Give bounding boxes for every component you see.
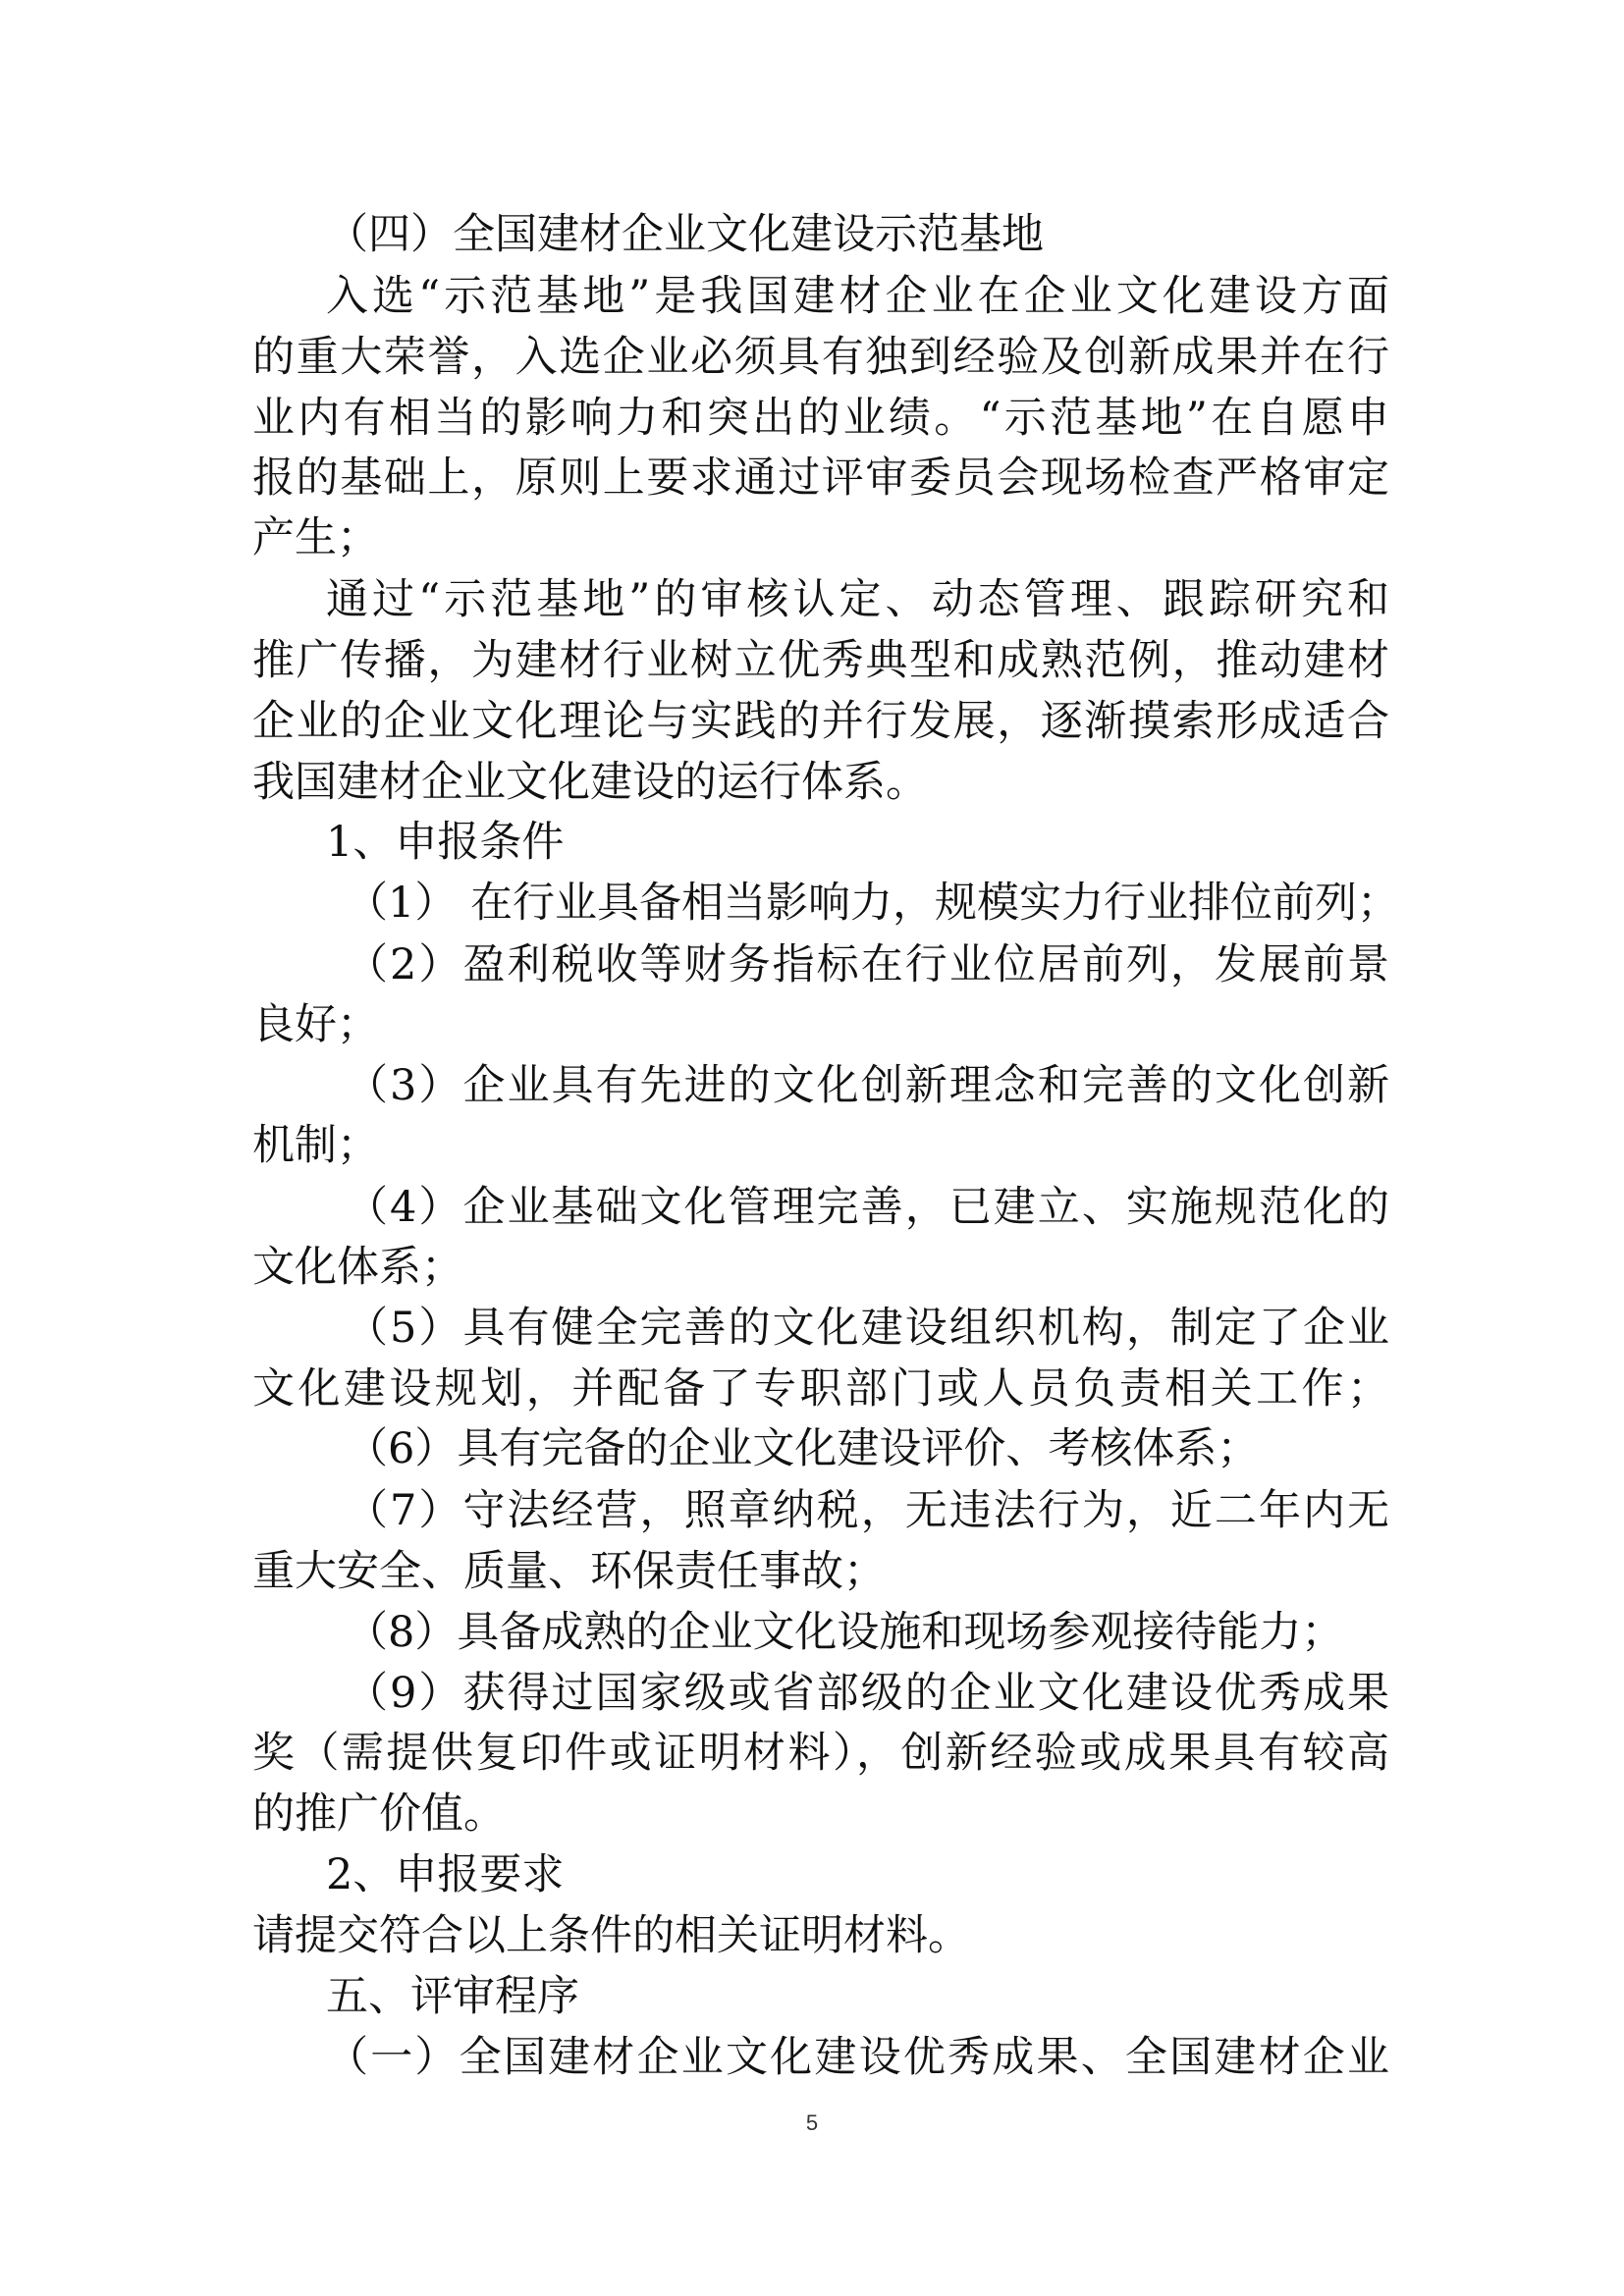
page-number: 5 [805, 2110, 819, 2135]
paragraph-line [0, 567, 1624, 632]
text-line: （8）具备成熟的企业文化设施和现场参观接待能力； [346, 1608, 1344, 1657]
list-item [0, 1235, 1624, 1300]
paragraph-line [0, 264, 1624, 329]
paragraph-line [0, 750, 1624, 815]
list-item [0, 1416, 1624, 1481]
text-line: 我国建材企业文化建设的运行体系。 [252, 758, 928, 807]
paragraph-line [0, 2025, 1624, 2090]
list-item [0, 1600, 1624, 1665]
paragraph-line [0, 386, 1624, 451]
text-line: （2）盈利税收等财务指标在行业位居前列，发展前景 [346, 940, 1389, 989]
text-line: （9）获得过国家级或省部级的企业文化建设优秀成果 [346, 1669, 1389, 1718]
list-item [0, 1721, 1624, 1786]
text-line: （1） 在行业具备相当影响力，规模实力行业排位前列； [346, 879, 1400, 928]
list-item [0, 1782, 1624, 1846]
list-item [0, 933, 1624, 997]
text-line: 业内有相当的影响力和突出的业绩。“示范基地”在自愿申 [252, 394, 1389, 443]
text-line: 通过“示范基地”的审核认定、动态管理、跟踪研究和 [326, 575, 1389, 624]
text-line: （4）企业基础文化管理完善，已建立、实施规范化的 [346, 1183, 1389, 1232]
list-item [0, 1478, 1624, 1543]
list-item [0, 1053, 1624, 1118]
text-line: 请提交符合以上条件的相关证明材料。 [252, 1911, 970, 1960]
text-line: （四）全国建材企业文化建设示范基地 [326, 210, 1044, 259]
subsection-heading [0, 1842, 1624, 1907]
text-line: 重大安全、质量、环保责任事故； [252, 1547, 886, 1596]
text-line: 1、申报条件 [326, 818, 565, 867]
text-line: 入选“示范基地”是我国建材企业在企业文化建设方面 [326, 272, 1389, 321]
text-line: 报的基础上，原则上要求通过评审委员会现场检查严格审定 [252, 454, 1389, 503]
text-line: 文化体系； [252, 1243, 463, 1292]
subsection-heading [0, 810, 1624, 875]
list-item [0, 1661, 1624, 1726]
paragraph-line [0, 506, 1624, 570]
text-line: 企业的企业文化理论与实践的并行发展，逐渐摸索形成适合 [252, 697, 1389, 746]
paragraph-line [0, 628, 1624, 693]
paragraph-line [0, 446, 1624, 510]
list-item [0, 1296, 1624, 1361]
text-line: （6）具有完备的企业文化建设评价、考核体系； [346, 1424, 1260, 1473]
text-line: （3）企业具有先进的文化创新理念和完善的文化创新 [346, 1061, 1389, 1110]
paragraph-line [0, 1903, 1624, 1968]
text-line: 机制； [252, 1121, 379, 1170]
text-line: 文化建设规划，并配备了专职部门或人员负责相关工作； [252, 1364, 1389, 1414]
section-heading [0, 1964, 1624, 2029]
list-item [0, 871, 1624, 935]
list-item [0, 1175, 1624, 1240]
paragraph-line [0, 325, 1624, 390]
text-line: （5）具有健全完善的文化建设组织机构，制定了企业 [346, 1304, 1389, 1353]
list-item [0, 1113, 1624, 1178]
text-line: 的重大荣誉，入选企业必须具有独到经验及创新成果并在行 [252, 333, 1389, 382]
text-line: 推广传播，为建材行业树立优秀典型和成熟范例，推动建材 [252, 636, 1389, 685]
text-line: 良好； [252, 1000, 379, 1049]
section-heading [0, 202, 1624, 267]
text-line: 2、申报要求 [326, 1850, 565, 1899]
list-item [0, 1539, 1624, 1604]
text-line: 奖（需提供复印件或证明材料），创新经验或成果具有较高 [252, 1729, 1389, 1778]
paragraph-line [0, 689, 1624, 754]
text-line: 五、评审程序 [326, 1972, 579, 2021]
text-line: 的推广价值。 [252, 1789, 506, 1839]
text-line: （一）全国建材企业文化建设优秀成果、全国建材企业 [326, 2033, 1389, 2082]
text-line: （7）守法经营，照章纳税，无违法行为，近二年内无 [346, 1486, 1389, 1535]
list-item [0, 1357, 1624, 1421]
list-item [0, 992, 1624, 1057]
text-line: 产生； [252, 513, 379, 562]
